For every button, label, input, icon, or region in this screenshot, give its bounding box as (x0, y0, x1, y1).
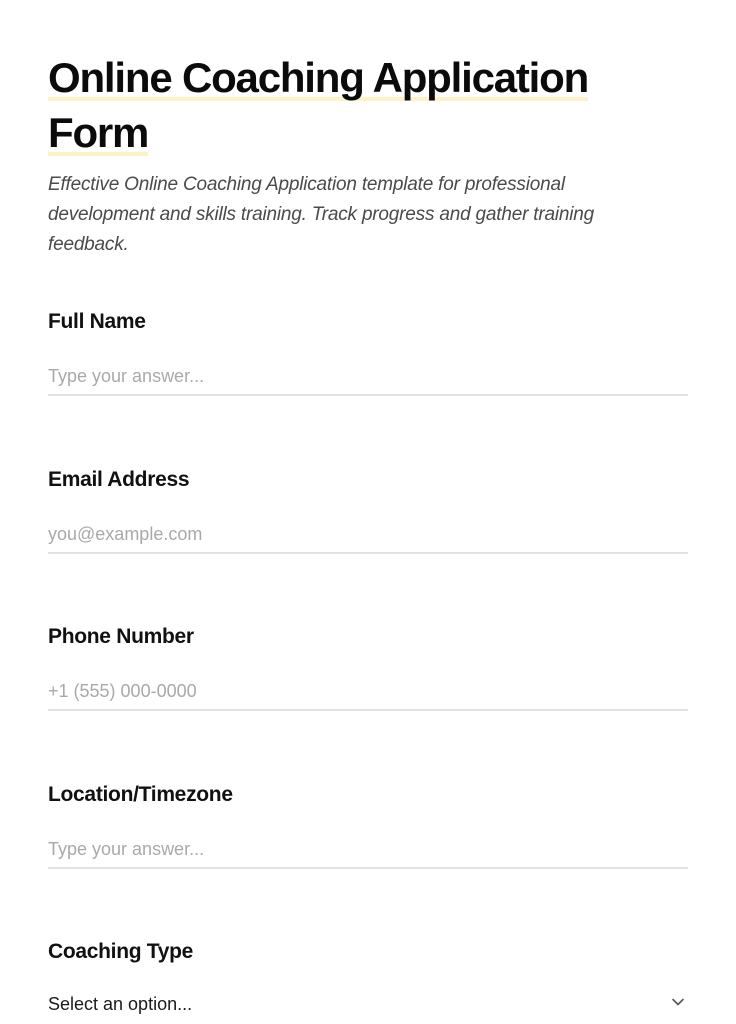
chevron-down-icon (670, 994, 686, 1010)
form-title (48, 50, 688, 160)
email-label: Email Address (48, 468, 190, 491)
form-description: Effective Online Coaching Application template for professional development and skills training. Track progress and gather training feedback. (48, 174, 594, 255)
location-label: Location/Timezone (48, 783, 233, 806)
email-input[interactable] (48, 516, 688, 554)
form-title-line-1: Online Coaching Application (48, 54, 589, 101)
coaching-type-selected-value: Select an option... (48, 994, 193, 1014)
phone-label: Phone Number (48, 625, 194, 648)
full-name-input[interactable] (48, 358, 688, 396)
coaching-type-label: Coaching Type (48, 940, 194, 963)
form-title-line-2: Form (48, 109, 149, 156)
full-name-label: Full Name (48, 310, 146, 333)
phone-input[interactable] (48, 673, 688, 711)
coaching-type-select[interactable] (48, 988, 688, 1024)
location-input[interactable] (48, 831, 688, 869)
